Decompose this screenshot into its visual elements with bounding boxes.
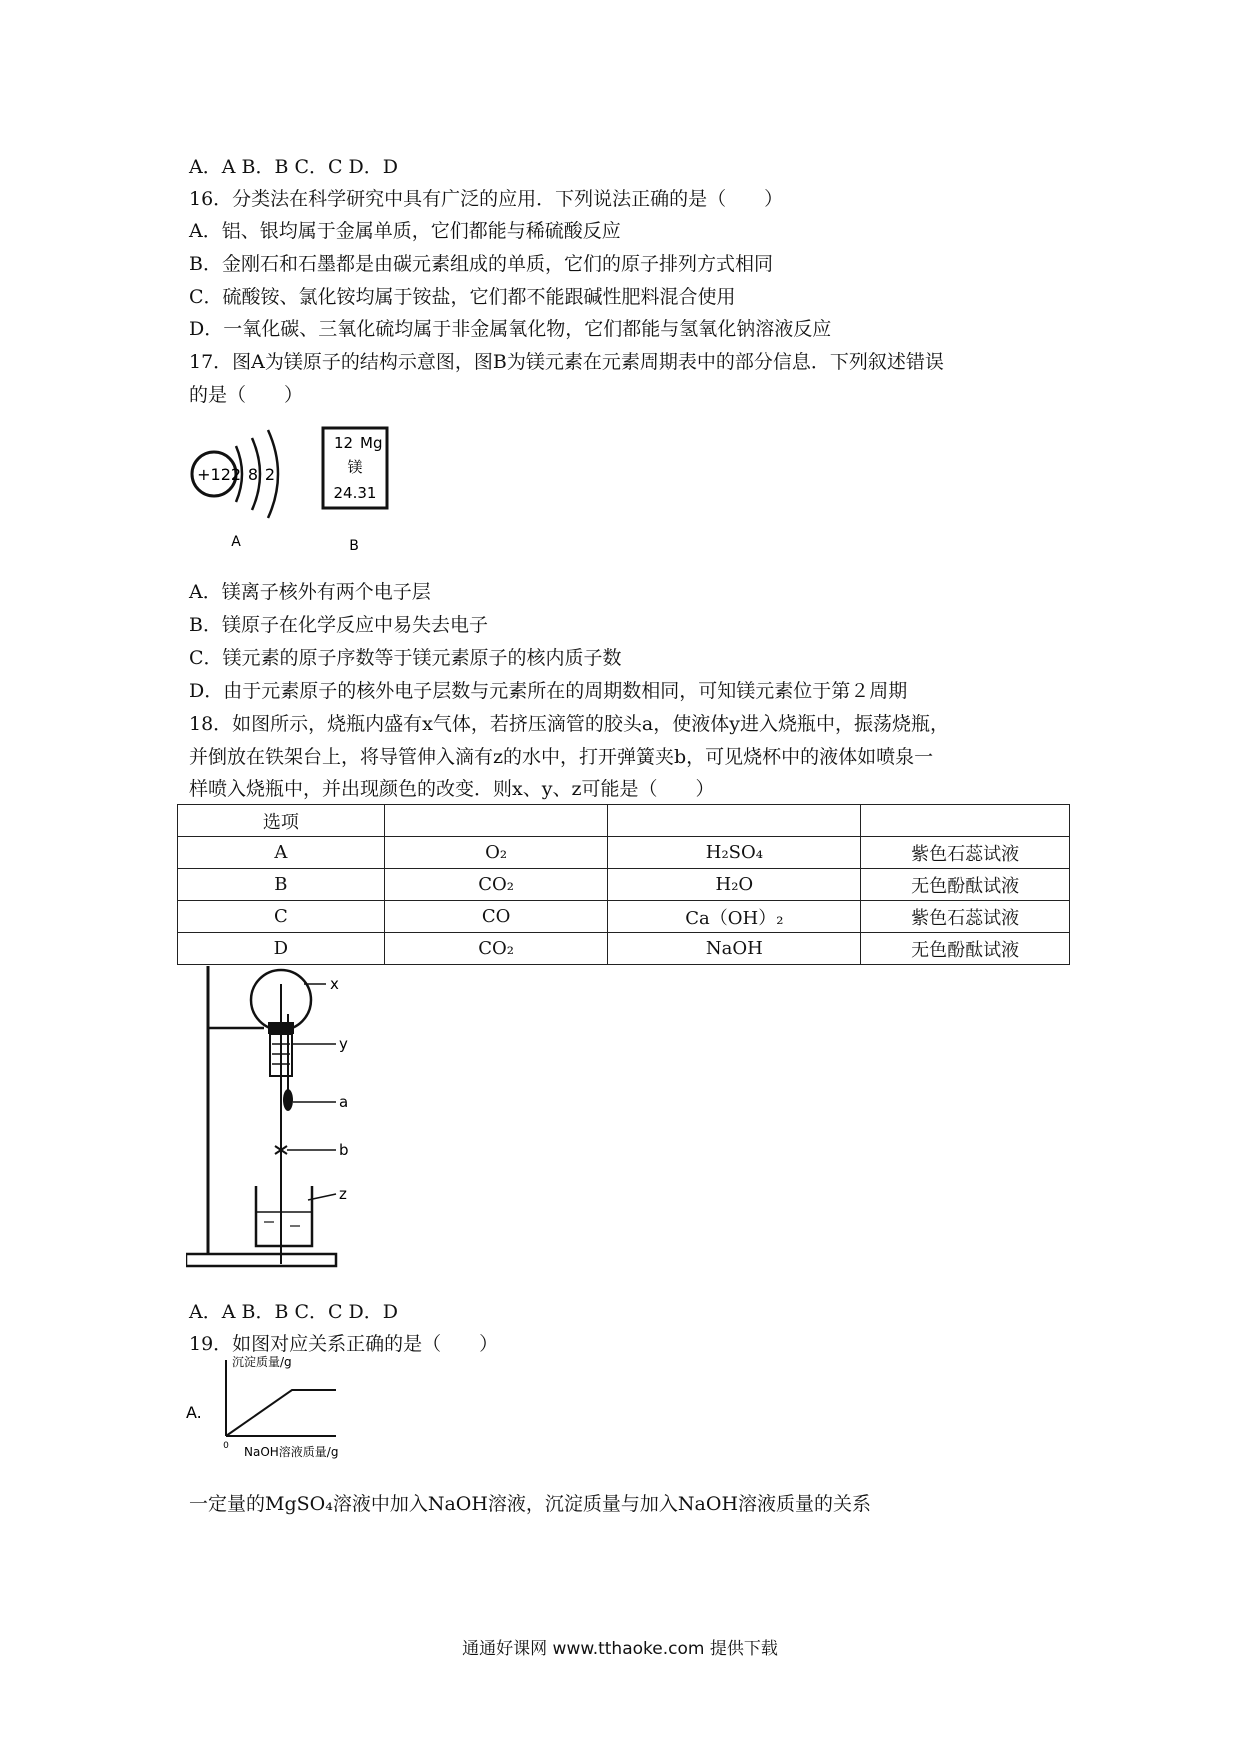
- shell-electrons-2: 8: [247, 465, 259, 484]
- q19-option-a-description: 一定量的MgSO₄溶液中加入NaOH溶液，沉淀质量与加入NaOH溶液质量的关系: [189, 1493, 872, 1515]
- table-header-cell: [384, 805, 608, 837]
- q17-stem-line2: 的是（ ）: [189, 384, 304, 406]
- table-cell-x: CO₂: [384, 869, 608, 901]
- table-cell-y: NaOH: [608, 933, 861, 965]
- nucleus-charge: +12: [197, 465, 231, 484]
- table-row: [178, 837, 1070, 869]
- q16-option-b: B．金刚石和石墨都是由碳元素组成的单质，它们的原子排列方式相同: [189, 253, 773, 275]
- figure-label-a: A: [231, 534, 241, 550]
- shell-electrons-1: 2: [230, 465, 242, 484]
- table-header-cell: 选项: [178, 805, 385, 837]
- graph-x-axis-label: NaOH溶液质量/g: [244, 1445, 339, 1459]
- q17-option-b: B．镁原子在化学反应中易失去电子: [189, 614, 488, 636]
- label-z: z: [339, 1185, 347, 1203]
- table-cell-option: A: [178, 837, 385, 869]
- beaker: [256, 1186, 312, 1246]
- element-mass: 24.31: [333, 484, 377, 502]
- graph-option-label: A.: [186, 1403, 202, 1422]
- table-cell-y: H₂SO₄: [608, 837, 861, 869]
- q16-option-d: D．一氧化碳、三氧化硫均属于非金属氧化物，它们都能与氢氧化钠溶液反应: [189, 318, 832, 340]
- table-cell-option: B: [178, 869, 385, 901]
- table-cell-z: 紫色石蕊试液: [861, 837, 1070, 869]
- table-row: [178, 869, 1070, 901]
- element-symbol: Mg: [360, 434, 383, 452]
- q18-stem-line1: 18．如图所示，烧瓶内盛有x气体，若挤压滴管的胶头a，使液体y进入烧瓶中，振荡烧瓶，: [189, 713, 949, 735]
- label-b: b: [339, 1141, 349, 1159]
- q16-stem: 16．分类法在科学研究中具有广泛的应用．下列说法正确的是（ ）: [189, 188, 784, 210]
- table-cell-y: H₂O: [608, 869, 861, 901]
- label-a: a: [339, 1093, 349, 1111]
- q15-answer-options: A．A B．B C．C D．D: [189, 156, 399, 178]
- fountain-apparatus-figure: [186, 964, 386, 1284]
- q18-stem-line3: 样喷入烧瓶中，并出现颜色的改变．则x、y、z可能是（ ）: [189, 778, 715, 800]
- table-cell-option: D: [178, 933, 385, 965]
- graph-curve: [226, 1390, 336, 1436]
- q16-option-a: A．铝、银均属于金属单质，它们都能与稀硫酸反应: [189, 220, 621, 242]
- q17-option-a: A．镁离子核外有两个电子层: [189, 581, 431, 603]
- table-cell-x: CO₂: [384, 933, 608, 965]
- q17-stem-line1: 17．图A为镁原子的结构示意图，图B为镁元素在元素周期表中的部分信息．下列叙述错误: [189, 351, 944, 373]
- table-cell-y: Ca（OH）₂: [608, 901, 861, 933]
- table-cell-option: C: [178, 901, 385, 933]
- q18-stem-line2: 并倒放在铁架台上，将导管伸入滴有z的水中，打开弹簧夹b，可见烧杯中的液体如喷泉一: [189, 746, 934, 768]
- table-row: [178, 901, 1070, 933]
- table-cell-x: O₂: [384, 837, 608, 869]
- label-x: x: [330, 975, 339, 993]
- graph-y-axis-label: 沉淀质量/g: [232, 1355, 292, 1369]
- table-cell-z: 紫色石蕊试液: [861, 901, 1070, 933]
- table-cell-x: CO: [384, 901, 608, 933]
- table-row: [178, 933, 1070, 965]
- q17-option-d: D．由于元素原子的核外电子层数与元素所在的周期数相同，可知镁元素位于第２周期: [189, 680, 908, 702]
- label-y: y: [339, 1035, 348, 1053]
- page-footer: 通通好课网 www.tthaoke.com 提供下载: [462, 1639, 778, 1659]
- q17-option-c: C．镁元素的原子序数等于镁元素原子的核内质子数: [189, 647, 622, 669]
- element-name: 镁: [347, 458, 363, 476]
- q18-answer-options: A．A B．B C．C D．D: [189, 1301, 399, 1323]
- element-number: 12: [334, 434, 354, 452]
- graph-origin: 0: [223, 1441, 229, 1451]
- table-header-row: [178, 805, 1070, 837]
- dropper-bulb: [283, 1089, 293, 1111]
- magnesium-atom-figure: [186, 416, 396, 556]
- table-header-cell: [608, 805, 861, 837]
- q19-stem: 19．如图对应关系正确的是（ ）: [189, 1333, 499, 1355]
- q16-option-c: C．硫酸铵、氯化铵均属于铵盐，它们都不能跟碱性肥料混合使用: [189, 286, 736, 308]
- table-header-cell: [861, 805, 1070, 837]
- q18-options-table: [177, 804, 1070, 965]
- figure-label-b: B: [349, 538, 359, 554]
- table-cell-z: 无色酚酞试液: [861, 933, 1070, 965]
- stand-base: [186, 1254, 336, 1266]
- q19-graph-a: [186, 1352, 386, 1462]
- shell-electrons-3: 2: [264, 465, 276, 484]
- table-cell-z: 无色酚酞试液: [861, 869, 1070, 901]
